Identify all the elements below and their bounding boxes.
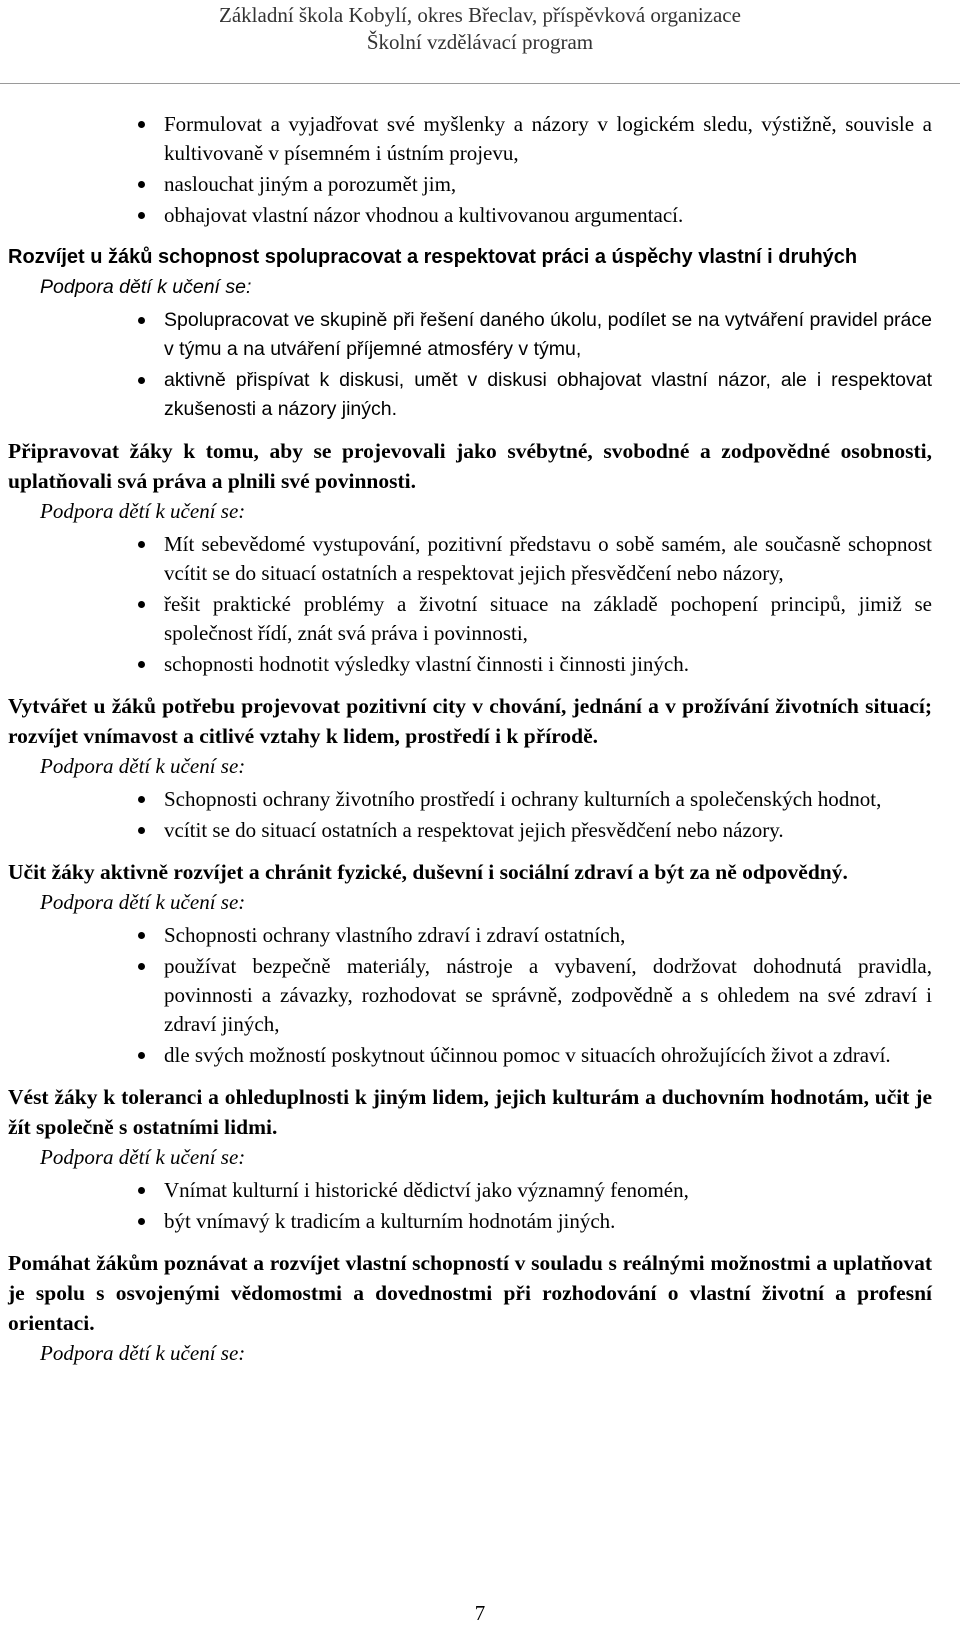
section-cooperation <box>8 242 932 424</box>
header-school-name: Základní škola Kobylí, okres Břeclav, příspěvková organizace <box>219 3 741 27</box>
list-item: Spolupracovat ve skupině při řešení daného úkolu, podílet se na vytváření pravidel práce v týmu a na utváření příjemné atmosféry v týmu, <box>164 306 932 364</box>
section-heading: Vést žáky k toleranci a ohleduplnosti k jiným lidem, jejich kulturám a duchovním hodnotám, učit je žít společně s ostatními lidmi. <box>8 1085 932 1139</box>
section-heading: Připravovat žáky k tomu, aby se projevovali jako svébytné, svobodné a zodpovědné osobnosti, uplatňovali svá práva a plnili své povinnosti. <box>8 439 932 493</box>
list-item: Schopnosti ochrany životního prostředí i ochrany kulturních a společenských hodnot, <box>164 785 932 814</box>
list-item: Vnímat kulturní i historické dědictví jako významný fenomén, <box>164 1176 932 1205</box>
list-item: aktivně přispívat k diskusi, umět v diskusi obhajovat vlastní názor, ale i respektovat zkušenosti a názory jiných. <box>164 366 932 424</box>
bullet-list <box>8 306 932 424</box>
section-heading: Vytvářet u žáků potřebu projevovat pozitivní city v chování, jednání a v prožívání životních situací; rozvíjet vnímavost a citlivé vztahy k lidem, prostředí i k přírodě. <box>8 694 932 748</box>
list-item: Schopnosti ochrany vlastního zdraví i zdraví ostatních, <box>164 921 932 950</box>
list-item: používat bezpečně materiály, nástroje a vybavení, dodržovat dohodnutá pravidla, povinnosti a závazky, rozhodovat se správně, zodpovědně a s ohledem na své zdraví i zdraví jiných, <box>164 952 932 1039</box>
page-number: 7 <box>474 1601 486 1625</box>
section-personality <box>8 436 932 679</box>
list-item: být vnímavý k tradicím a kulturním hodnotám jiných. <box>164 1207 932 1236</box>
support-label: Podpora dětí k učení se: <box>40 1145 246 1169</box>
list-item: řešit praktické problémy a životní situace na základě pochopení principů, jimiž se společnost řídí, znát svá práva i povinnosti, <box>164 590 932 648</box>
bullet-list <box>8 785 932 845</box>
section-heading: Učit žáky aktivně rozvíjet a chránit fyzické, duševní i sociální zdraví a být za ně odpovědný. <box>8 860 848 884</box>
section-heading: Pomáhat žákům poznávat a rozvíjet vlastní schopností v souladu s reálnými možnostmi a uplatňovat je spolu s osvojenými vědomostmi a dovednostmi při rozhodování o vlastní životní a profesní orientaci. <box>8 1251 932 1335</box>
bullet-list <box>8 1176 932 1236</box>
support-label: Podpora dětí k učení se: <box>40 276 252 298</box>
section-abilities <box>8 1248 932 1368</box>
bullet-list <box>8 530 932 679</box>
bullet-list <box>8 921 932 1070</box>
list-item: obhajovat vlastní názor vhodnou a kultivovanou argumentací. <box>164 201 932 230</box>
support-label: Podpora dětí k učení se: <box>40 499 246 523</box>
document-body <box>8 110 932 1372</box>
list-item: naslouchat jiným a porozumět jim, <box>164 170 932 199</box>
list-item: Formulovat a vyjadřovat své myšlenky a názory v logickém sledu, výstižně, souvisle a kultivovaně v písemném i ústním projevu, <box>164 110 932 168</box>
support-label: Podpora dětí k učení se: <box>40 754 246 778</box>
list-item: Mít sebevědomé vystupování, pozitivní představu o sobě samém, ale současně schopnost vcítit se do situací ostatních a respektovat jejich přesvědčení nebo názory, <box>164 530 932 588</box>
section-health <box>8 857 932 1070</box>
support-label: Podpora dětí k učení se: <box>40 890 246 914</box>
section-emotions <box>8 691 932 845</box>
section-heading: Rozvíjet u žáků schopnost spolupracovat a respektovat práci a úspěchy vlastní i druhých <box>8 246 858 268</box>
list-item: schopnosti hodnotit výsledky vlastní činnosti i činnosti jiných. <box>164 650 932 679</box>
support-label: Podpora dětí k učení se: <box>40 1341 246 1365</box>
section-tolerance <box>8 1082 932 1236</box>
list-item: vcítit se do situací ostatních a respektovat jejich přesvědčení nebo názory. <box>164 816 932 845</box>
page-header <box>0 0 960 84</box>
list-item: dle svých možností poskytnout účinnou pomoc v situacích ohrožujících život a zdraví. <box>164 1041 932 1070</box>
intro-bullet-list <box>8 110 932 230</box>
header-program-title: Školní vzdělávací program <box>366 30 594 54</box>
